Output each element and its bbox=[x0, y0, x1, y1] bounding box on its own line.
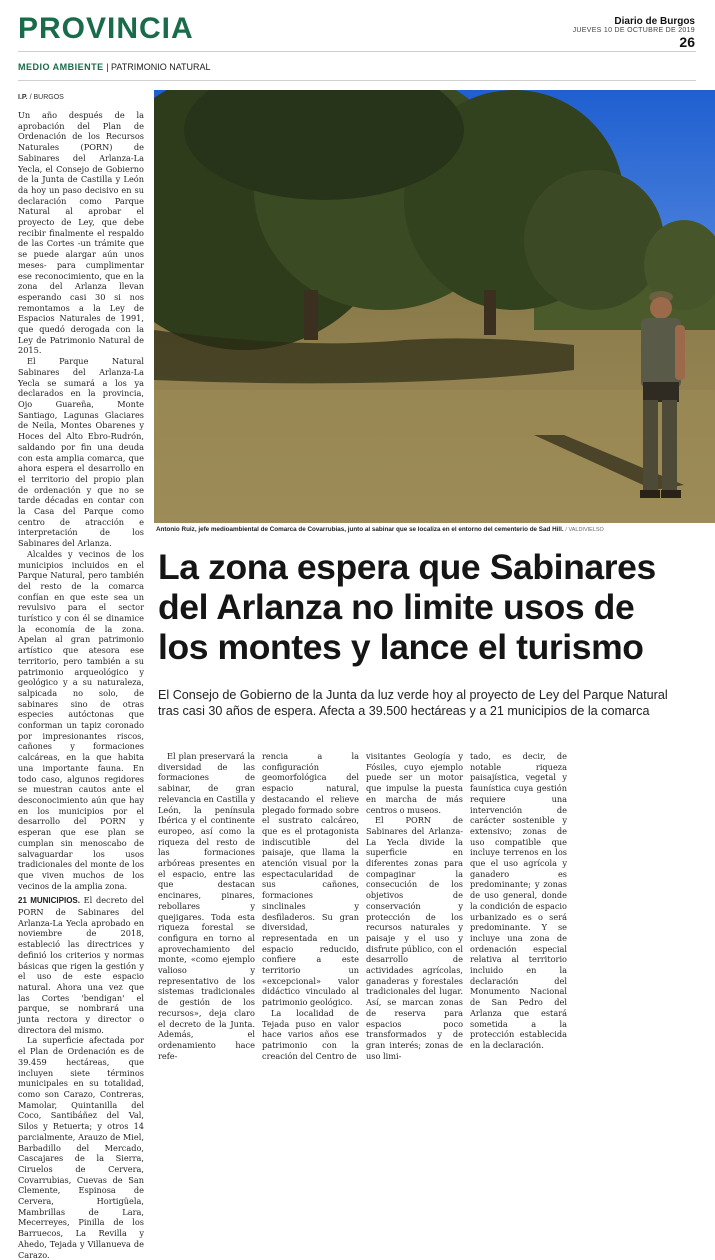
subsection-label bbox=[18, 62, 211, 72]
photo-credit: / VALDIVIELSO bbox=[565, 527, 604, 533]
article-column-5 bbox=[470, 751, 567, 1051]
body-paragraph: Un año después de la aprobación del Plan de Ordenación de los Recursos Naturales (PORN) de Sabinares del Arlanza-La Yecla, el Consejo de Gobierno de la Junta de Castilla y León da hoy un paso decisivo en su declaración como Parque Natural al aprobar el proyecto de Ley, que debe recibir finalmente el respaldo de las Cortes -un trámite que se puede alargar aún unos meses- para cumplimentar ese reconocimiento, que en la zona del Arlanza llevan esperando casi 30 si nos remontamos a la Ley de Espacios Naturales de 1991, que quedó derogada con la Ley de Patrimonio Natural de 2015. bbox=[18, 110, 144, 356]
body-paragraph: La superficie afectada por el Plan de Ordenación es de 39.459 hectáreas, que incluyen siete términos municipales en su totalidad, como son Carazo, Contreras, Mamolar, Quintanilla del Coco, Santibáñez del Val, Silos y Retuerta; y otros 14 parcialmente, Arauzo de Miel, Barbadillo del Mercado, Cascajares de la Sierra, Ciruelos de Cervera, Covarrubias, Cuevas de San Clemente, Espinosa de Cervera, Hortigüela, Mambrillas de Lara, Mecerreyes, Pinilla de los Barruecos, La Revilla y Ahedo, Tejada y Villanueva de Carazo. bbox=[18, 1035, 144, 1260]
body-paragraph: La localidad de Tejada puso en valor hace varios años ese patrimonio con la creación del Centro de bbox=[262, 1007, 359, 1061]
subsection-separator: | bbox=[106, 62, 109, 72]
body-paragraph: El plan preservará la diversidad de las formaciones de sabinar, de gran relevancia en Castilla y León, la península Ibérica y el continente europeo, así como la riqueza del resto de las formaciones arbóreas presentes en el espacio, entre las que destacan encinares, pinares, rebollares y quejigares. Toda esta riqueza forestal se configura en torno al aprovechamiento del monte, «como ejemplo valioso y representativo de los sistemas tradicionales de gestión de los recursos», deja claro el decreto de la Junta. Además, el ordenamiento hace refe- bbox=[158, 751, 256, 1061]
section-title: PROVINCIA bbox=[18, 12, 194, 45]
article-subhead bbox=[158, 687, 703, 719]
article-column-1 bbox=[18, 110, 144, 1260]
article-column-2 bbox=[158, 751, 255, 1061]
body-paragraph: rencia a la configuración geomorfológica del espacio natural, destacando el relieve plegado formado sobre el sustrato calcáreo, que es el protagonista indiscutible del paisaje, que llama la atención visual por la espectacularidad de sus cañones, formaciones sinclinales y desfiladeros. Su gran diversidad, representada en un espacio reducido, confiere a este territorio un «excepcional» valor didáctico vinculado al patrimonio geológico. bbox=[262, 751, 359, 1008]
photo-sabinar-scene bbox=[154, 90, 715, 523]
byline bbox=[18, 94, 64, 101]
article-column-4 bbox=[366, 751, 463, 1061]
paragraph-lead-in: 21 MUNICIPIOS. bbox=[18, 896, 80, 906]
header-rule bbox=[18, 51, 696, 52]
subsection-secondary: PATRIMONIO NATURAL bbox=[111, 62, 211, 72]
paragraph-text: El decreto del PORN de Sabinares del Arlanza-La Yecla aprobado en noviembre de 2018, estableció las directrices y definió los criterios y normas básicas que rigen la gestión y el uso de este espacio natural. Ahora una vez que las Cortes 'bendigan' el parque, se nombrará una junta rectora y director o directora del mismo. bbox=[18, 895, 144, 1035]
headline-line: La zona espera que Sabinares bbox=[158, 547, 656, 587]
article-headline bbox=[158, 547, 703, 667]
body-paragraph bbox=[18, 895, 144, 1035]
body-paragraph: El PORN de Sabinares del Arlanza-La Yecla divide la superficie en diferentes zonas para compaginar la consecución de los objetivos de conservación y protección de los recursos naturales y paisaje y el uso y disfrute público, con el desarrollo de actividades agrícolas, ganaderas y forestales tradicionales del lugar. Así, se marcan zonas de reserva para espacios poco transformados y de gran interés; zonas de uso limi- bbox=[366, 815, 463, 1061]
byline-author: I.P. bbox=[18, 94, 28, 101]
body-paragraph: Alcaldes y vecinos de los municipios incluidos en el Parque Natural, pero también del resto de la comarca confían en que este sea un revulsivo para el sector turístico y con él se dinamice la economía de la zona. Apelan al gran patrimonio artístico que atesora ese territorio, pero también a su patrimonio arqueológico y geológico y a su naturaleza, salpicada no solo, de sabinares sino de otras especies autóctonas que conforman un tapiz coronado por impresionantes riscos, cañones y formaciones calcáreas, en la que habita una importante fauna. En todo caso, algunos regidores se muestran cautos ante el desconocimiento aún que hay en los municipios por el desarrollo del PORN y esperan que ese plan se cumplan sin menoscabo de salvaguardar los usos tradicionales del monte de los que viven muchos de los vecinos de la amplia zona. bbox=[18, 548, 144, 891]
article-column-3 bbox=[262, 751, 359, 1061]
subhead-line: tras casi 30 años de espera. Afecta a 39.500 hectáreas y a 21 municipios de la comarca bbox=[158, 704, 650, 718]
newspaper-name: Diario de Burgos bbox=[614, 16, 695, 27]
subsection-rule bbox=[18, 80, 696, 81]
subhead-line: El Consejo de Gobierno de la Junta da luz verde hoy al proyecto de Ley del Parque Natural bbox=[158, 688, 668, 702]
byline-location: BURGOS bbox=[33, 94, 64, 101]
headline-line: del Arlanza no limite usos de bbox=[158, 587, 635, 627]
body-paragraph: El Parque Natural Sabinares del Arlanza-La Yecla se sumará a los ya declarados en la provincia, Ojo Guareña, Monte Santiago, Lagunas Glaciares de Neila, Montes Obarenes y Hoces del Alto Ebro-Rudrón, saldando por fin una deuda con esta amplia comarca, que ahora espera el desarrollo en el territorio del propio plan de ordenación y que no se tarde décadas en contar con la Casa del Parque como centro de atracción e interpretación de los Sabinares del Arlanza. bbox=[18, 356, 144, 549]
subsection-primary: MEDIO AMBIENTE bbox=[18, 62, 104, 72]
photo-caption bbox=[156, 526, 711, 533]
caption-text: Antonio Ruiz, jefe medioambiental de Comarca de Covarrubias, junto al sabinar que se localiza en el entorno del cementerio de Sad Hill. bbox=[156, 526, 564, 533]
byline-separator: / bbox=[29, 94, 32, 101]
article-photo bbox=[154, 90, 715, 523]
page-number: 26 bbox=[679, 34, 695, 50]
masthead bbox=[573, 16, 695, 50]
issue-date: JUEVES 10 DE OCTUBRE DE 2019 bbox=[572, 27, 695, 34]
body-paragraph: tado, es decir, de notable riqueza paisajística, vegetal y faunística cuya gestión requiere una intervención de carácter sostenible y extensivo; zonas de uso compatible que incluye terrenos en los que el uso agrícola y ganadero es predominante; y zonas de uso general, donde la condición de espacio urbanizado es o será predominante. Y se incluye una zona de ordenación especial relativa al territorio incluido en la declaración del Monumento Nacional de San Pedro del Arlanza que estará sometida a la protección establecida en la declaración. bbox=[470, 751, 567, 1050]
body-paragraph: visitantes Geología y Fósiles, cuyo ejemplo puede ser un motor que impulse la puesta en marcha de más centros o museos. bbox=[366, 751, 463, 815]
headline-line: los montes y lance el turismo bbox=[158, 627, 644, 667]
